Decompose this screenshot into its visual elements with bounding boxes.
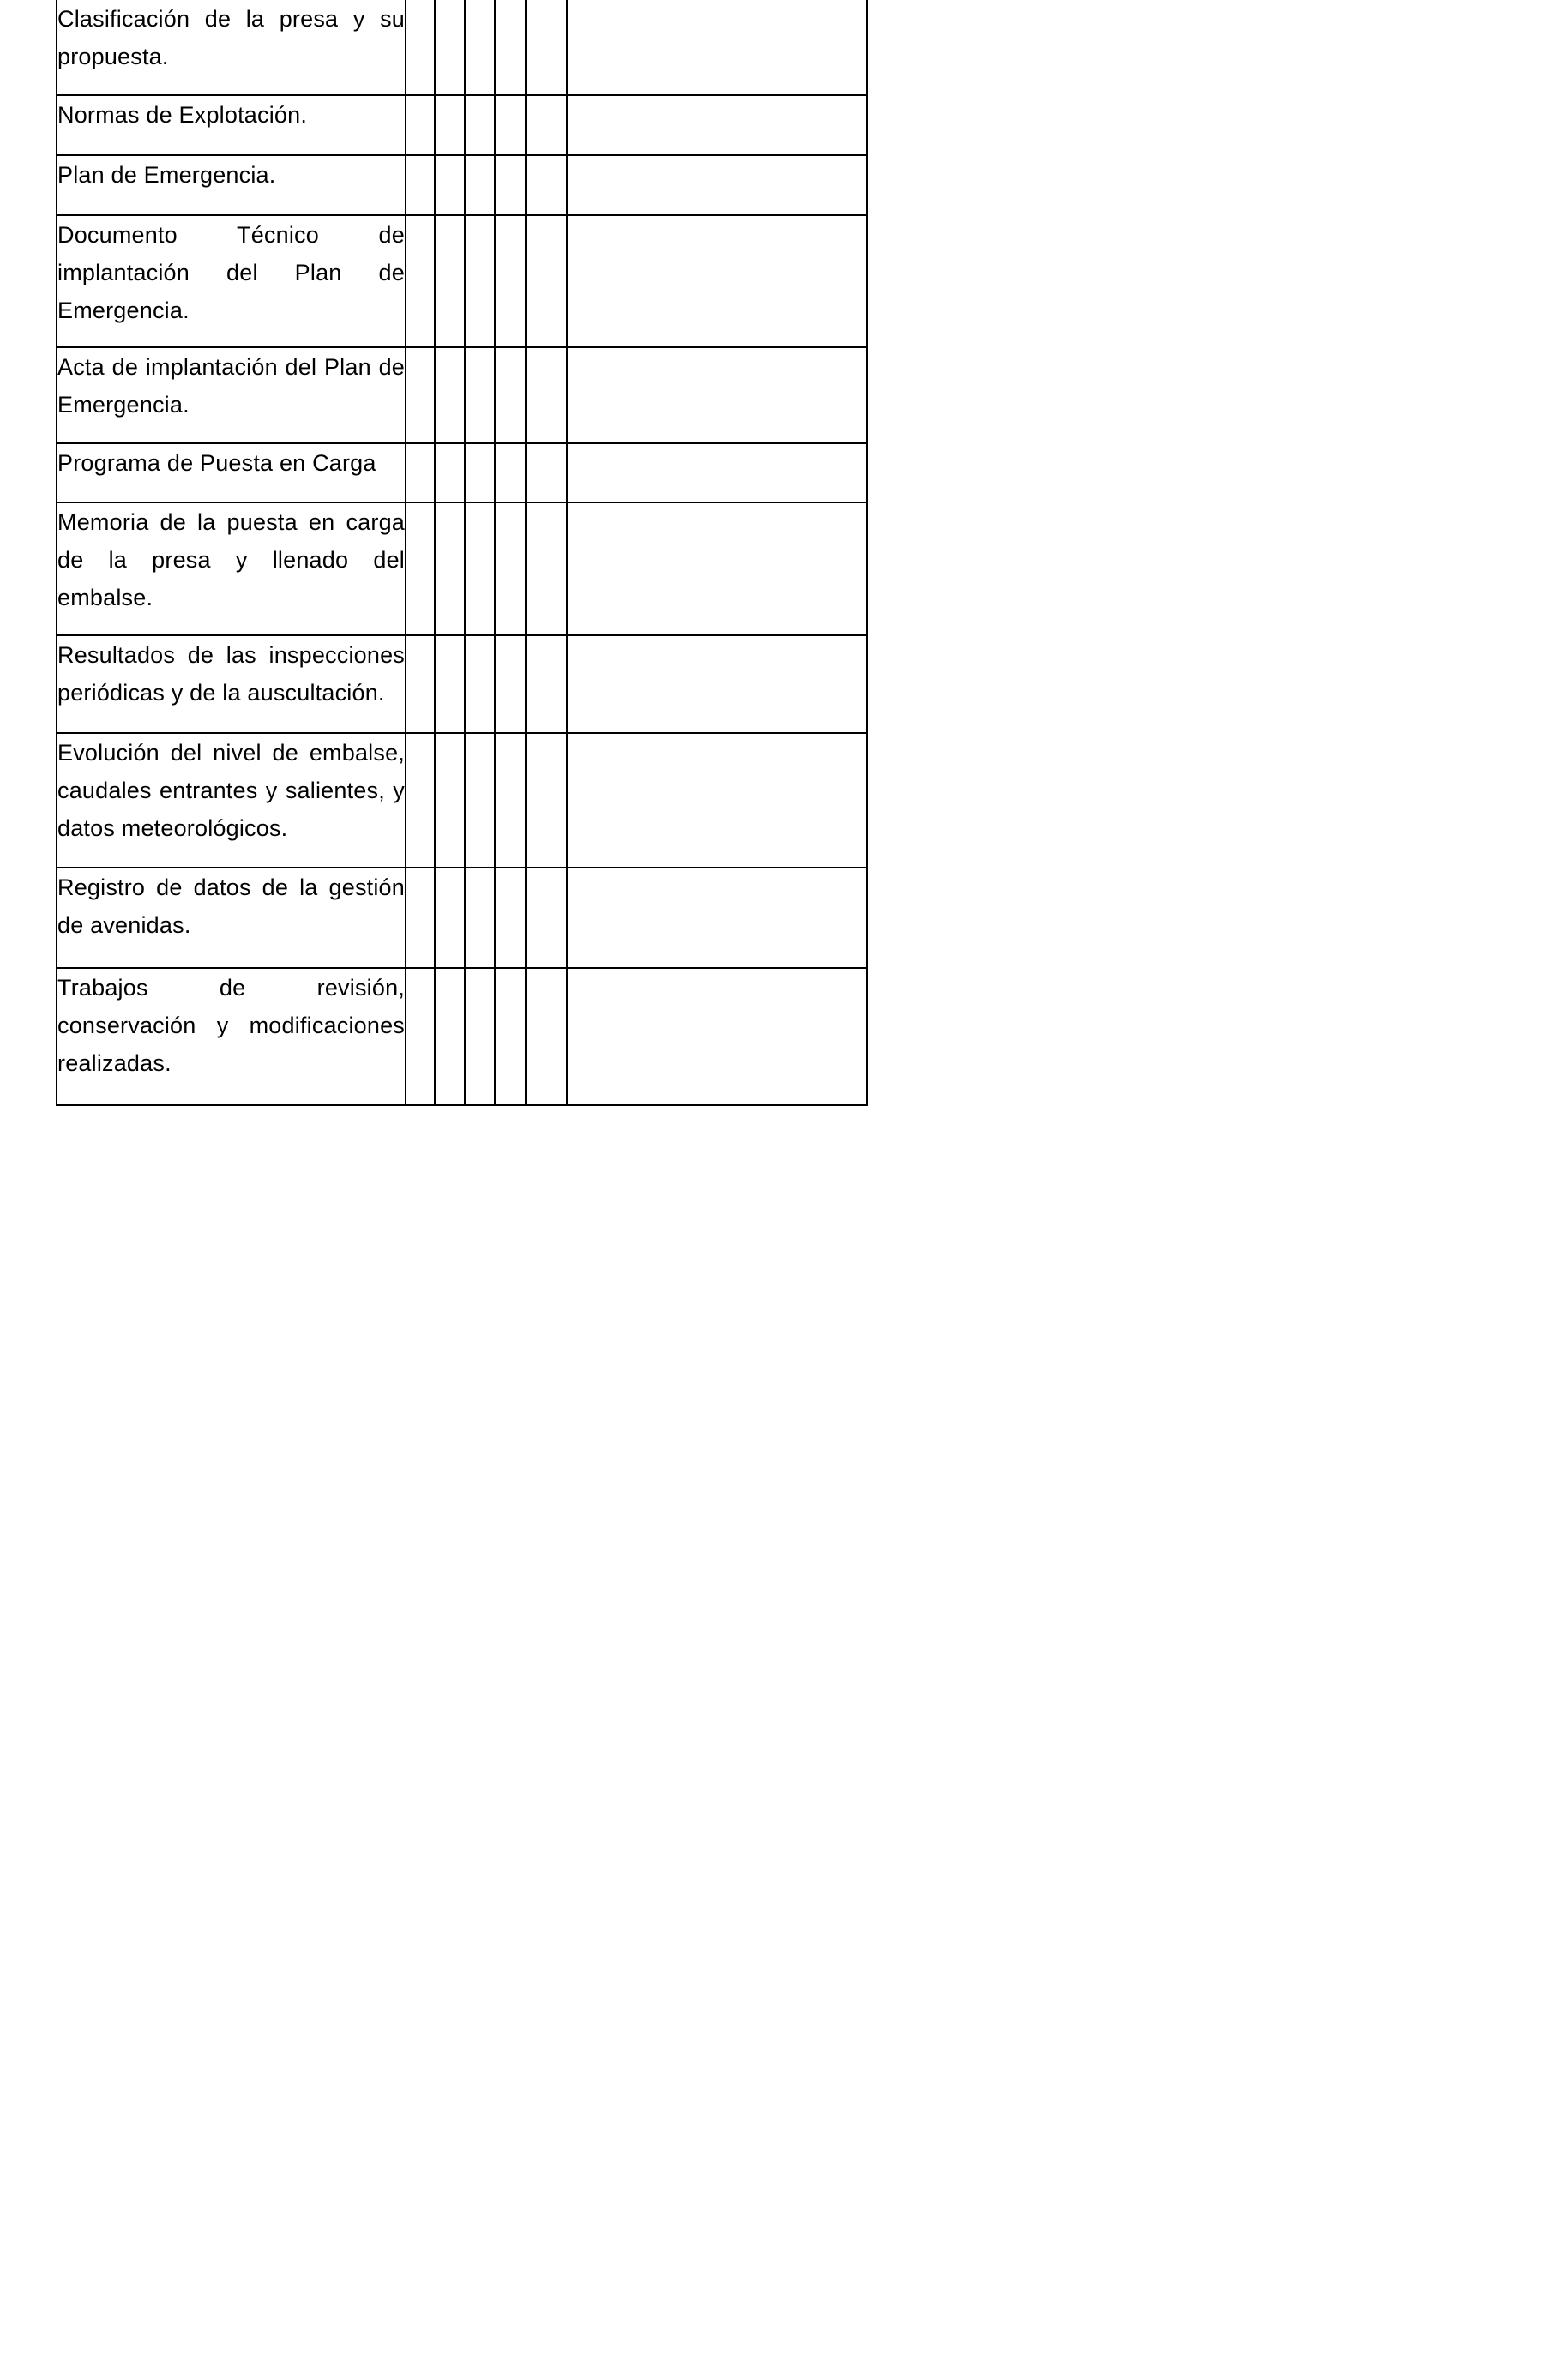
empty-cell [435, 0, 465, 95]
document-name-cell: Acta de implantación del Plan de Emergencia. [57, 347, 406, 443]
table-row [57, 215, 867, 347]
table-row [57, 733, 867, 868]
empty-cell [567, 95, 867, 155]
document-name-cell: Resultados de las inspecciones periódicas y de la auscultación. [57, 635, 406, 733]
empty-cell [465, 443, 495, 502]
empty-cell [435, 347, 465, 443]
table-row [57, 502, 867, 635]
empty-cell [567, 443, 867, 502]
empty-cell [495, 868, 526, 968]
document-name-cell: Plan de Emergencia. [57, 155, 406, 215]
empty-cell [435, 155, 465, 215]
empty-cell [465, 95, 495, 155]
document-name-cell: Programa de Puesta en Carga [57, 443, 406, 502]
empty-cell [495, 347, 526, 443]
empty-cell [526, 635, 567, 733]
empty-cell [526, 347, 567, 443]
document-name-cell: Documento Técnico de implantación del Plan de Emergencia. [57, 215, 406, 347]
empty-cell [526, 502, 567, 635]
empty-cell [406, 733, 435, 868]
empty-cell [435, 443, 465, 502]
empty-cell [406, 635, 435, 733]
empty-cell [526, 968, 567, 1105]
empty-cell [435, 215, 465, 347]
empty-cell [526, 443, 567, 502]
table-row [57, 347, 867, 443]
empty-cell [495, 155, 526, 215]
document-name-cell: Trabajos de revisión, conservación y modificaciones realizadas. [57, 968, 406, 1105]
empty-cell [406, 95, 435, 155]
empty-cell [567, 215, 867, 347]
empty-cell [495, 733, 526, 868]
empty-cell [526, 155, 567, 215]
table-row [57, 868, 867, 968]
empty-cell [495, 443, 526, 502]
empty-cell [465, 347, 495, 443]
empty-cell [495, 215, 526, 347]
empty-cell [435, 733, 465, 868]
empty-cell [465, 968, 495, 1105]
table-row [57, 968, 867, 1105]
table-row [57, 635, 867, 733]
empty-cell [406, 215, 435, 347]
empty-cell [526, 215, 567, 347]
empty-cell [406, 968, 435, 1105]
empty-cell [526, 868, 567, 968]
empty-cell [567, 0, 867, 95]
empty-cell [435, 968, 465, 1105]
empty-cell [526, 733, 567, 868]
empty-cell [406, 443, 435, 502]
empty-cell [567, 347, 867, 443]
empty-cell [465, 0, 495, 95]
empty-cell [465, 635, 495, 733]
empty-cell [495, 635, 526, 733]
table-row [57, 443, 867, 502]
empty-cell [406, 502, 435, 635]
document-name-cell: Evolución del nivel de embalse, caudales entrantes y salientes, y datos meteorológicos. [57, 733, 406, 868]
empty-cell [495, 502, 526, 635]
empty-cell [495, 0, 526, 95]
document-name-cell: Memoria de la puesta en carga de la presa y llenado del embalse. [57, 502, 406, 635]
document-name-cell: Normas de Explotación. [57, 95, 406, 155]
document-name-cell: Registro de datos de la gestión de avenidas. [57, 868, 406, 968]
empty-cell [465, 215, 495, 347]
empty-cell [567, 968, 867, 1105]
empty-cell [435, 502, 465, 635]
empty-cell [406, 0, 435, 95]
empty-cell [567, 733, 867, 868]
empty-cell [435, 95, 465, 155]
table-row [57, 155, 867, 215]
table-row [57, 95, 867, 155]
empty-cell [567, 635, 867, 733]
empty-cell [567, 155, 867, 215]
empty-cell [465, 868, 495, 968]
empty-cell [406, 347, 435, 443]
empty-cell [567, 502, 867, 635]
document-name-cell: Clasificación de la presa y su propuesta. [57, 0, 406, 95]
empty-cell [465, 155, 495, 215]
empty-cell [567, 868, 867, 968]
empty-cell [495, 968, 526, 1105]
documents-table [56, 0, 868, 1106]
empty-cell [526, 0, 567, 95]
empty-cell [526, 95, 567, 155]
empty-cell [435, 635, 465, 733]
empty-cell [406, 868, 435, 968]
empty-cell [465, 502, 495, 635]
empty-cell [495, 95, 526, 155]
empty-cell [435, 868, 465, 968]
empty-cell [465, 733, 495, 868]
table-row [57, 0, 867, 95]
empty-cell [406, 155, 435, 215]
